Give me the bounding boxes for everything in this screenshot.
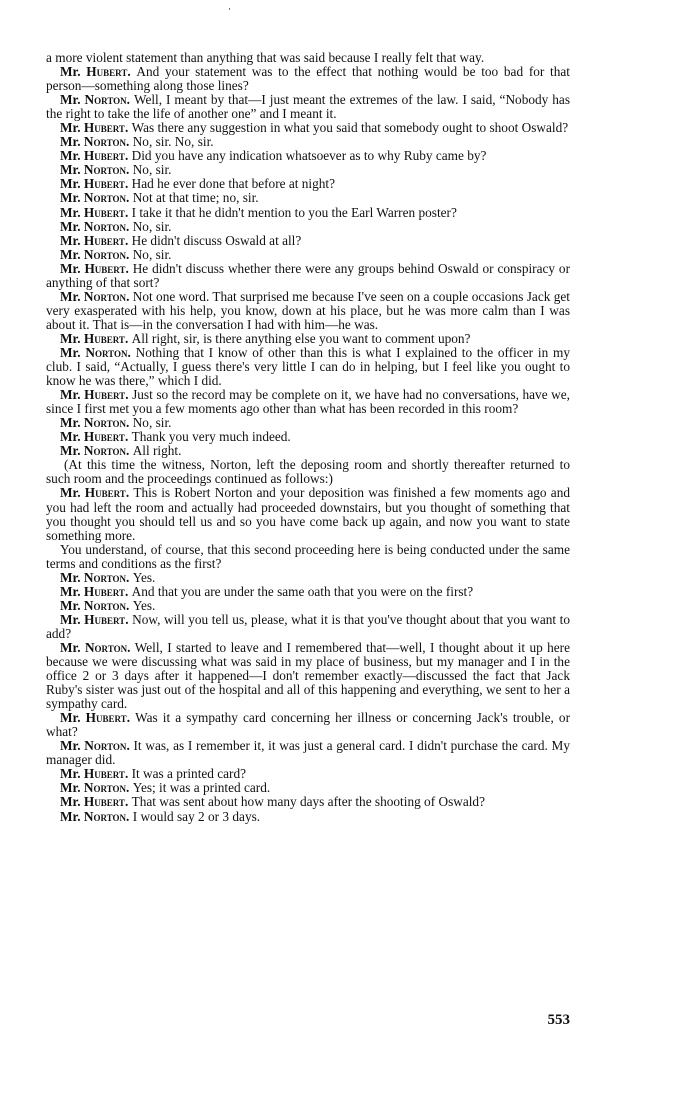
testimony-paragraph <box>46 149 570 163</box>
speaker-title: Mr. <box>60 443 81 459</box>
speaker-title: Mr. <box>60 148 81 164</box>
page-number: 553 <box>547 1012 570 1028</box>
paragraph-text: Was there any suggestion in what you said that somebody ought to shoot Oswald? <box>131 120 569 136</box>
speaker-label: Mr. Hubert. <box>60 204 132 220</box>
speaker-label: Mr. Norton. <box>60 190 133 206</box>
speaker-title: Mr. <box>60 204 81 220</box>
speaker-label: Mr. Norton. <box>60 415 133 431</box>
testimony-paragraph <box>46 93 570 121</box>
paragraph-text: Yes. <box>132 597 156 613</box>
speaker-label: Mr. Norton. <box>60 597 133 613</box>
testimony-paragraph <box>46 65 570 93</box>
speaker-name: Hubert <box>83 429 125 445</box>
paragraph-text: He didn't discuss Oswald at all? <box>131 232 302 248</box>
testimony-paragraph <box>46 248 570 262</box>
speaker-title: Mr. <box>60 232 81 248</box>
speaker-name: Norton <box>83 597 127 613</box>
testimony-paragraph <box>46 711 570 739</box>
testimony-paragraph <box>46 585 570 599</box>
testimony-paragraph <box>46 599 570 613</box>
speaker-name: Hubert <box>83 794 125 810</box>
speaker-name: Norton <box>83 246 127 262</box>
speaker-name: Norton <box>85 344 128 360</box>
speaker-title: Mr. <box>60 710 81 726</box>
transcript-body <box>46 51 570 824</box>
testimony-paragraph <box>46 346 570 388</box>
speaker-name: Hubert <box>83 583 125 599</box>
testimony-paragraph <box>46 781 570 795</box>
speaker-name: Norton <box>83 808 127 824</box>
paragraph-text: Now, will you tell us, please, what it is that you've thought about that you want to add? <box>46 611 571 641</box>
testimony-paragraph <box>46 191 570 205</box>
speaker-label: Mr. Norton. <box>60 569 133 585</box>
speaker-label: Mr. Norton. <box>60 134 133 150</box>
testimony-paragraph <box>46 388 570 416</box>
speaker-title: Mr. <box>60 92 81 108</box>
paragraph-text: No, sir. <box>132 218 172 234</box>
speaker-title: Mr. <box>60 639 81 655</box>
speaker-title: Mr. <box>60 120 81 136</box>
testimony-paragraph <box>46 641 570 711</box>
speaker-name: Hubert <box>83 120 125 136</box>
speaker-name: Norton <box>83 443 127 459</box>
paragraph-text: Nothing that I know of other than this is what I explained to the officer in my club. I said, “Actually, I guess there's very little I can do in helping, but I feel like you ought to know he was there,” which I did. <box>46 344 570 389</box>
speaker-title: Mr. <box>60 597 81 613</box>
speaker-title: Mr. <box>60 485 81 501</box>
speaker-name: Norton <box>84 92 127 108</box>
speaker-name: Hubert <box>83 330 125 346</box>
speaker-title: Mr. <box>60 260 81 276</box>
testimony-paragraph <box>46 332 570 346</box>
speaker-name: Norton <box>83 569 127 585</box>
speaker-name: Norton <box>84 639 128 655</box>
speaker-title: Mr. <box>60 415 81 431</box>
speaker-title: Mr. <box>60 429 81 445</box>
paragraph-text: No, sir. <box>132 415 172 431</box>
speaker-title: Mr. <box>60 64 81 80</box>
scan-mark <box>229 8 230 10</box>
paragraph-text: Did you have any indication whatsoever as to why Ruby came by? <box>131 148 487 164</box>
paragraph-text: a more violent statement than anything that was said because I really felt that way. <box>46 50 485 65</box>
paragraph-text: That was sent about how many days after the shooting of Oswald? <box>131 794 485 810</box>
speaker-label: Mr. Norton. <box>60 443 133 459</box>
speaker-label: Mr. Hubert. <box>60 766 132 782</box>
paragraph-text: No, sir. <box>132 246 172 262</box>
testimony-paragraph <box>46 206 570 220</box>
paragraph-text: You understand, of course, that this second proceeding here is being conducted under the same terms and conditions as the first? <box>46 541 570 571</box>
speaker-label: Mr. Hubert. <box>60 387 133 403</box>
speaker-title: Mr. <box>60 387 81 403</box>
speaker-title: Mr. <box>60 583 81 599</box>
speaker-label: Mr. Hubert. <box>60 485 134 501</box>
testimony-paragraph <box>46 220 570 234</box>
speaker-label: Mr. Hubert. <box>60 429 132 445</box>
speaker-title: Mr. <box>60 611 81 627</box>
speaker-label: Mr. Norton. <box>60 218 133 234</box>
speaker-title: Mr. <box>60 344 81 360</box>
paragraph-text: I would say 2 or 3 days. <box>132 808 261 824</box>
testimony-paragraph <box>46 262 570 290</box>
testimony-paragraph <box>46 571 570 585</box>
speaker-name: Hubert <box>84 387 126 403</box>
speaker-title: Mr. <box>60 330 81 346</box>
speaker-label: Mr. Norton. <box>60 92 134 108</box>
testimony-paragraph <box>46 430 570 444</box>
paragraph-text: No, sir. No, sir. <box>132 134 214 150</box>
speaker-label: Mr. Hubert. <box>60 232 132 248</box>
speaker-name: Hubert <box>84 485 126 501</box>
speaker-name: Hubert <box>86 64 128 80</box>
speaker-title: Mr. <box>60 176 81 192</box>
speaker-name: Norton <box>83 162 127 178</box>
speaker-label: Mr. Hubert. <box>60 583 132 599</box>
paragraph-text: Had he ever done that before at night? <box>131 176 336 192</box>
speaker-name: Hubert <box>83 766 125 782</box>
paragraph-text: Not one word. That surprised me because I've seen on a couple occasions Jack get very exasperated with his help, you know, down at his place, but he was more calm than I was about it. That is—in the conversation I had with him—he was. <box>46 288 570 332</box>
testimony-paragraph <box>46 486 570 542</box>
speaker-label: Mr. Hubert. <box>60 120 132 136</box>
speaker-name: Norton <box>83 415 127 431</box>
speaker-name: Norton <box>83 218 127 234</box>
speaker-title: Mr. <box>60 780 81 796</box>
speaker-label: Mr. Hubert. <box>60 611 133 627</box>
paragraph-text: It was, as I remember it, it was just a general card. I didn't purchase the card. My manager did. <box>46 738 570 768</box>
speaker-name: Hubert <box>84 611 126 627</box>
speaker-label: Mr. Norton. <box>60 288 133 304</box>
speaker-label: Mr. Norton. <box>60 344 136 360</box>
testimony-paragraph <box>46 177 570 191</box>
speaker-name: Norton <box>83 780 127 796</box>
paragraph-text: Was it a sympathy card concerning her illness or concerning Jack's trouble, or what? <box>46 710 570 740</box>
speaker-name: Norton <box>83 190 127 206</box>
testimony-paragraph <box>46 795 570 809</box>
paragraph-text: (At this time the witness, Norton, left the deposing room and shortly thereafter returned to such room and the proceedings continued as follows:) <box>46 457 570 487</box>
speaker-label: Mr. Hubert. <box>60 330 132 346</box>
speaker-name: Hubert <box>83 204 125 220</box>
testimony-paragraph <box>46 135 570 149</box>
testimony-paragraph <box>46 444 570 458</box>
speaker-title: Mr. <box>60 766 81 782</box>
paragraph-text: He didn't discuss whether there were any groups behind Oswald or conspiracy or anything of that sort? <box>46 260 570 290</box>
paragraph-text: Well, I meant by that—I just meant the extremes of the law. I said, “Nobody has the right to take the life of another one” and I meant it. <box>46 92 570 122</box>
speaker-title: Mr. <box>60 288 81 304</box>
paragraph-text: All right, sir, is there anything else you want to comment upon? <box>131 330 471 346</box>
speaker-name: Norton <box>83 134 127 150</box>
testimony-paragraph <box>46 416 570 430</box>
testimony-paragraph <box>46 810 570 824</box>
speaker-name: Norton <box>84 738 127 754</box>
speaker-title: Mr. <box>60 569 81 585</box>
testimony-paragraph <box>46 290 570 332</box>
paragraph <box>46 543 570 571</box>
paragraph-text: I take it that he didn't mention to you the Earl Warren poster? <box>131 204 457 220</box>
speaker-label: Mr. Hubert. <box>60 794 132 810</box>
paragraph-text: Thank you very much indeed. <box>131 429 291 445</box>
speaker-label: Mr. Norton. <box>60 738 134 754</box>
paragraph-text: All right. <box>132 443 182 459</box>
speaker-name: Hubert <box>83 176 125 192</box>
speaker-title: Mr. <box>60 738 81 754</box>
speaker-label: Mr. Hubert. <box>60 710 136 726</box>
speaker-title: Mr. <box>60 218 81 234</box>
speaker-title: Mr. <box>60 808 81 824</box>
speaker-label: Mr. Hubert. <box>60 148 132 164</box>
speaker-label: Mr. Hubert. <box>60 260 133 276</box>
paragraph-text: And your statement was to the effect that nothing would be too bad for that person—something along those lines? <box>46 64 570 94</box>
speaker-name: Hubert <box>84 260 126 276</box>
speaker-name: Norton <box>83 288 127 304</box>
speaker-name: Hubert <box>83 232 125 248</box>
speaker-label: Mr. Hubert. <box>60 64 137 80</box>
speaker-label: Mr. Norton. <box>60 808 133 824</box>
paragraph-text: No, sir. <box>132 162 172 178</box>
testimony-paragraph <box>46 121 570 135</box>
testimony-paragraph <box>46 767 570 781</box>
speaker-title: Mr. <box>60 134 81 150</box>
testimony-paragraph <box>46 234 570 248</box>
speaker-title: Mr. <box>60 246 81 262</box>
speaker-label: Mr. Norton. <box>60 639 135 655</box>
paragraph-text: And that you are under the same oath that you were on the first? <box>131 583 474 599</box>
speaker-name: Hubert <box>83 148 125 164</box>
paragraph <box>46 51 570 65</box>
speaker-label: Mr. Hubert. <box>60 176 132 192</box>
paragraph-text: Not at that time; no, sir. <box>132 190 259 206</box>
paragraph-text: This is Robert Norton and your deposition was finished a few moments ago and you had left the room and actually had proceeded downstairs, but you thought of something that you thought you should tell us and so you have come back up again, and now you want to state something more. <box>46 485 570 543</box>
speaker-label: Mr. Norton. <box>60 162 133 178</box>
procedural-note <box>46 458 570 486</box>
paragraph-text: Yes; it was a printed card. <box>132 780 271 796</box>
speaker-title: Mr. <box>60 162 81 178</box>
speaker-label: Mr. Norton. <box>60 780 133 796</box>
speaker-title: Mr. <box>60 190 81 206</box>
testimony-paragraph <box>46 739 570 767</box>
speaker-title: Mr. <box>60 794 81 810</box>
testimony-paragraph <box>46 613 570 641</box>
paragraph-text: Well, I started to leave and I remembered that—well, I thought about it up here because we were discussing what was said in my place of business, but my manager and I in the office 2 or 3 days after it happened—I don't remember exactly—discussed the fact that Jack Ruby's sister was just out of the hospital and all of this happening and everything, we sent to her a sympathy card. <box>46 639 571 712</box>
speaker-label: Mr. Norton. <box>60 246 133 262</box>
paragraph-text: Yes. <box>132 569 156 585</box>
paragraph-text: It was a printed card? <box>131 766 247 782</box>
testimony-paragraph <box>46 163 570 177</box>
speaker-name: Hubert <box>85 710 127 726</box>
paragraph-text: Just so the record may be complete on it, we have had no conversations, have we, since I first met you a few moments ago other than what has been recorded in this room? <box>46 387 571 417</box>
